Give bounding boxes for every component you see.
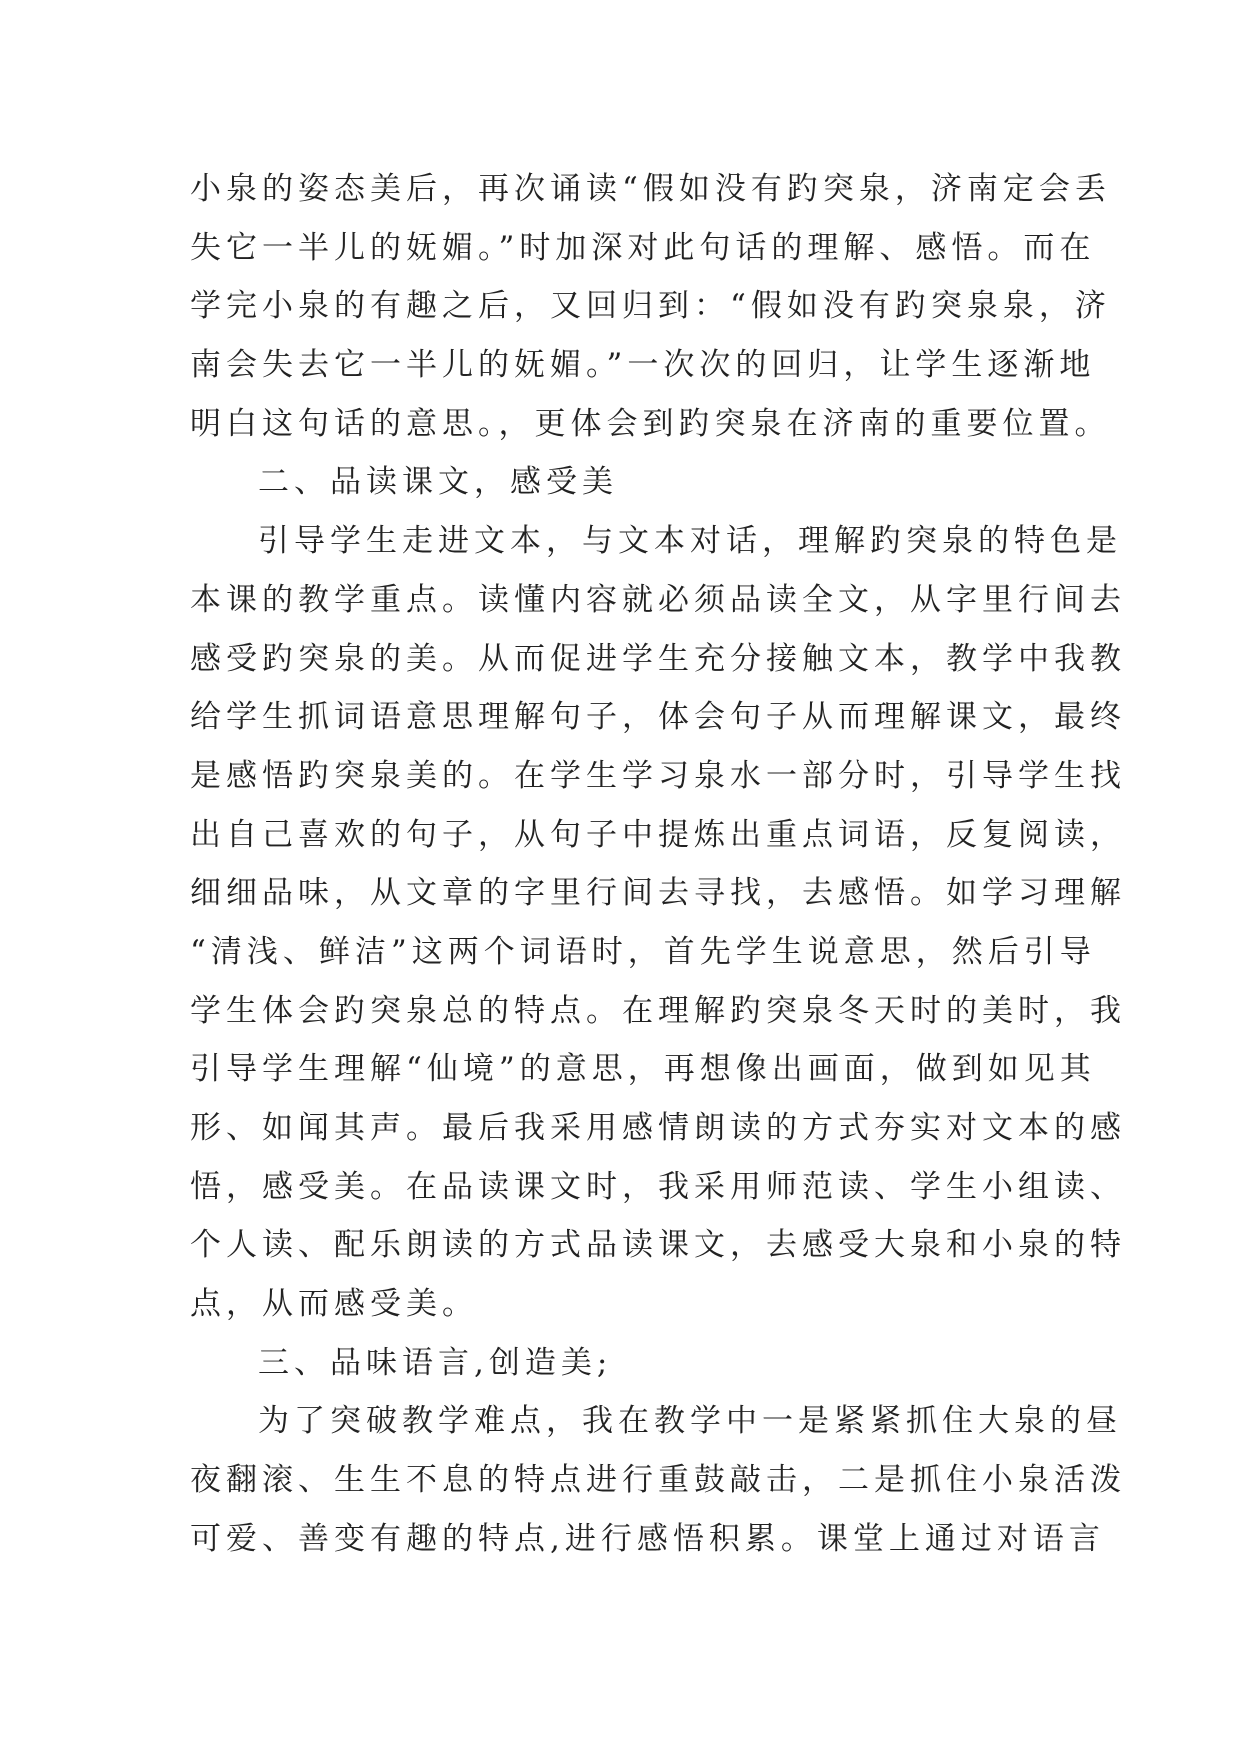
text-line: 南会失去它一半儿的妩媚。”一次次的回归，让学生逐渐地	[190, 347, 1096, 384]
text-line: 给学生抓词语意思理解句子，体会句子从而理解课文，最终	[190, 699, 1126, 736]
document-body	[190, 160, 1126, 1569]
text-line: 为了突破教学难点，我在教学中一是紧紧抓住大泉的昼	[258, 1403, 1122, 1440]
text-line: 引导学生走进文本，与文本对话，理解趵突泉的特色是	[258, 523, 1122, 560]
text-line: 感受趵突泉的美。从而促进学生充分接触文本，教学中我教	[190, 640, 1126, 677]
text-line: 出自己喜欢的句子，从句子中提炼出重点词语，反复阅读，	[190, 816, 1126, 853]
text-line: 细细品味，从文章的字里行间去寻找，去感悟。如学习理解	[190, 875, 1126, 912]
text-line: 是感悟趵突泉美的。在学生学习泉水一部分时，引导学生找	[190, 757, 1126, 794]
text-line: 悟，感受美。在品读课文时，我采用师范读、学生小组读、	[190, 1168, 1126, 1205]
text-line: 个人读、配乐朗读的方式品读课文，去感受大泉和小泉的特	[190, 1227, 1126, 1264]
text-line: 可爱、善变有趣的特点,进行感悟积累。课堂上通过对语言	[190, 1520, 1105, 1557]
text-line: 小泉的姿态美后，再次诵读“假如没有趵突泉，济南定会丢	[190, 171, 1111, 207]
text-line: “清浅、鲜洁”这两个词语时，首先学生说意思，然后引导	[190, 933, 1096, 970]
section-heading: 三、品味语言,创造美;	[258, 1344, 613, 1381]
text-line: 明白这句话的意思。，更体会到趵突泉在济南的重要位置。	[190, 405, 1111, 442]
text-line: 点，从而感受美。	[190, 1286, 478, 1323]
text-line: 学生体会趵突泉总的特点。在理解趵突泉冬天时的美时，我	[190, 992, 1126, 1029]
text-line: 夜翻滚、生生不息的特点进行重鼓敲击，二是抓住小泉活泼	[190, 1462, 1126, 1499]
text-line: 形、如闻其声。最后我采用感情朗读的方式夯实对文本的感	[190, 1110, 1126, 1146]
text-line: 引导学生理解“仙境”的意思，再想像出画面，做到如见其	[190, 1051, 1096, 1088]
text-line: 失它一半儿的妩媚。”时加深对此句话的理解、感悟。而在	[190, 229, 1096, 266]
section-heading: 二、品读课文，感受美	[258, 464, 618, 501]
text-line: 学完小泉的有趣之后，又回归到：“假如没有趵突泉泉，济	[190, 288, 1111, 325]
text-line: 本课的教学重点。读懂内容就必须品读全文，从字里行间去	[190, 581, 1126, 618]
